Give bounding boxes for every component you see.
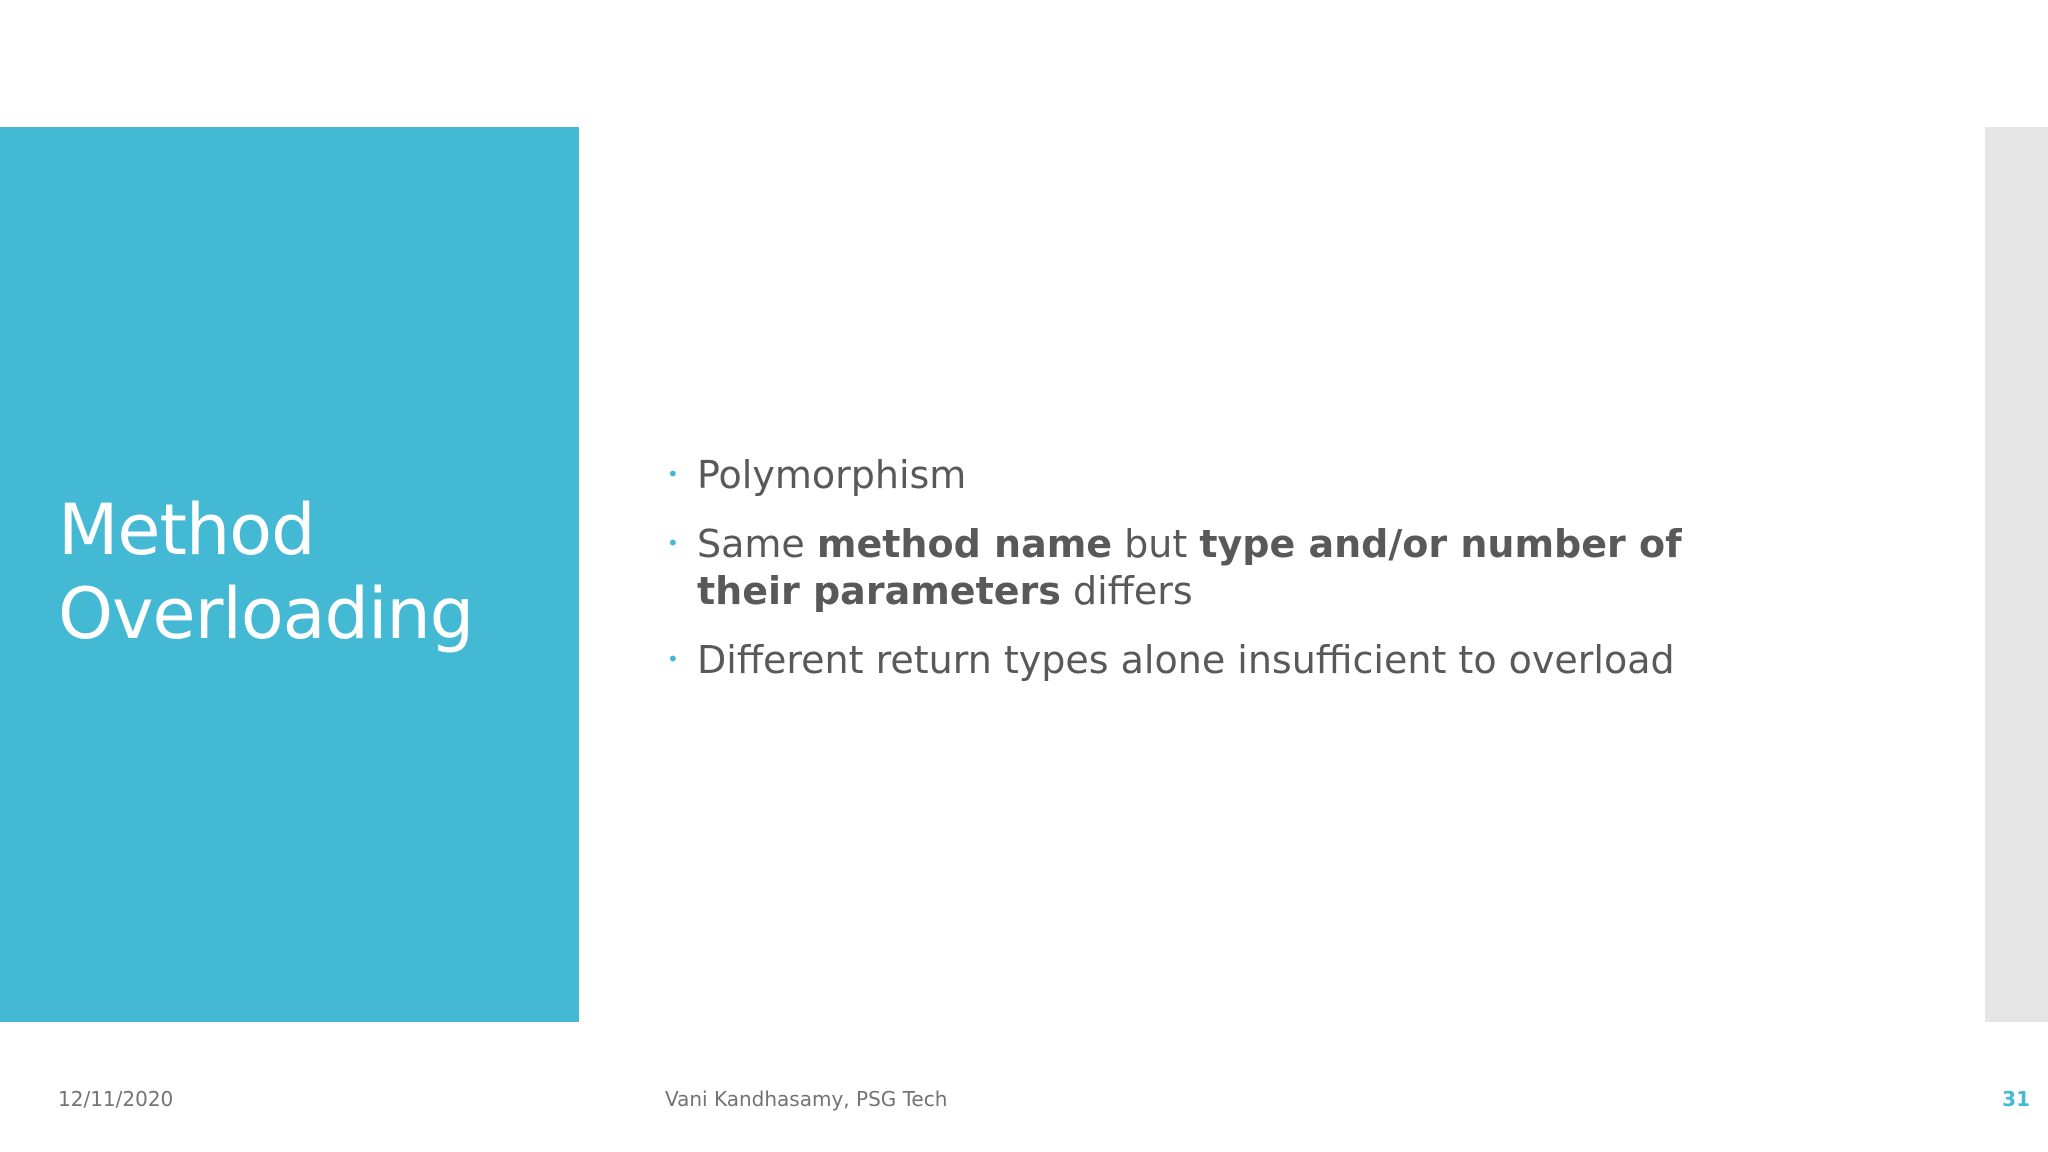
slide-title-line-1: Method [58, 489, 315, 571]
decorative-side-bar [1985, 127, 2048, 1022]
slide-title-line-2: Overloading [58, 573, 474, 655]
bullet-2-text-part-3: differs [1060, 569, 1193, 613]
bullet-item-1 [665, 452, 1725, 499]
bullet-2-bold-parameters: type and/or number of their parameters [697, 522, 1682, 613]
bullet-3-text: Different return types alone insufficient to overload [697, 638, 1675, 682]
bullet-dot-icon: • [667, 462, 679, 486]
slide-title [58, 488, 558, 656]
bullet-list [665, 452, 1725, 706]
bullet-2-bold-method-name: method name [816, 522, 1113, 566]
bullet-2-text-part-2: but [1112, 522, 1200, 566]
bullet-1-text: Polymorphism [697, 453, 967, 497]
footer-author: Vani Kandhasamy, PSG Tech [665, 1087, 948, 1111]
bullet-dot-icon: • [667, 531, 679, 555]
bullet-item-3 [665, 637, 1725, 684]
bullet-2-text-part-1: Same [697, 522, 817, 566]
bullet-item-2 [665, 521, 1725, 615]
footer-date: 12/11/2020 [58, 1087, 174, 1111]
bullet-dot-icon: • [667, 647, 679, 671]
page-number: 31 [2002, 1087, 2030, 1111]
